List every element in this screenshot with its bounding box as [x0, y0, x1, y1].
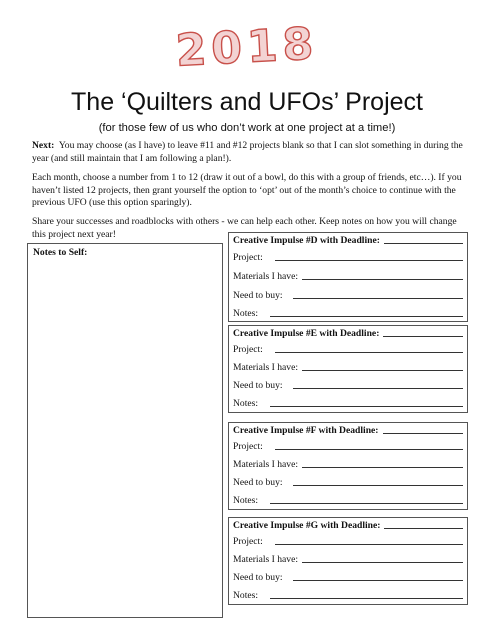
field-label: Materials I have: [233, 554, 298, 565]
field-label: Project: [233, 344, 263, 355]
field-line[interactable] [270, 308, 463, 317]
field-line[interactable] [302, 554, 463, 563]
impulse-heading: Creative Impulse #G with Deadline: [233, 520, 381, 531]
deadline-line[interactable] [383, 425, 464, 434]
field-label: Notes: [233, 398, 259, 409]
field-row-notes [233, 495, 463, 506]
field-line[interactable] [275, 536, 463, 545]
impulse-box-f [228, 422, 468, 510]
field-label: Notes: [233, 308, 259, 319]
field-label: Materials I have: [233, 271, 298, 282]
deadline-line[interactable] [384, 520, 463, 529]
page-subtitle: (for those few of us who don’t work at one project at a time!) [98, 122, 396, 134]
field-line[interactable] [275, 344, 463, 353]
impulse-heading-row [233, 425, 463, 436]
field-line[interactable] [275, 252, 463, 261]
field-label: Project: [233, 441, 263, 452]
field-label: Need to buy: [233, 477, 283, 488]
next-text: You may choose (as I have) to leave #11 and #12 projects blank so that I can slot something in during the year (and still maintain that I am following a plan!). [32, 140, 463, 164]
field-label: Project: [233, 536, 263, 547]
page-title: The ‘Quilters and UFOs’ Project [71, 88, 423, 116]
field-line[interactable] [293, 477, 463, 486]
impulse-heading: Creative Impulse #D with Deadline: [233, 235, 380, 246]
field-line[interactable] [275, 441, 463, 450]
field-line[interactable] [270, 495, 463, 504]
impulse-box-e [228, 325, 468, 413]
field-label: Materials I have: [233, 459, 298, 470]
month-paragraph: Each month, choose a number from 1 to 12 (draw it out of a bowl, do this with a group of friends, etc…). If you haven’t listed 12 projects, then grant yourself the option to ‘opt’ out of the month’s choice to continue with the previous UFO (use this option sparingly). [32, 172, 462, 209]
next-label: Next: [32, 140, 55, 151]
field-line[interactable] [302, 362, 463, 371]
field-label: Project: [233, 252, 263, 263]
notes-to-self-label: Notes to Self: [33, 247, 88, 258]
field-label: Notes: [233, 495, 259, 506]
deadline-line[interactable] [383, 328, 463, 337]
field-label: Materials I have: [233, 362, 298, 373]
field-row-notes [233, 398, 463, 409]
field-label: Notes: [233, 590, 259, 601]
share-paragraph: Share your successes and roadblocks with others - we can help each other. Keep notes on how you will change this project next year! [32, 216, 457, 240]
impulse-box-g [228, 517, 468, 605]
impulse-heading-row [233, 235, 463, 246]
field-row-need-to-buy [233, 572, 463, 583]
field-row-need-to-buy [233, 290, 463, 301]
deadline-line[interactable] [384, 235, 463, 244]
field-line[interactable] [293, 290, 463, 299]
field-line[interactable] [270, 590, 463, 599]
field-row-project [233, 344, 463, 355]
field-row-notes [233, 308, 463, 319]
field-row-materials [233, 271, 463, 282]
impulse-heading: Creative Impulse #F with Deadline: [233, 425, 379, 436]
impulse-heading-row [233, 520, 463, 531]
impulse-box-d [228, 232, 468, 322]
field-row-project [233, 536, 463, 547]
field-row-materials [233, 554, 463, 565]
field-line[interactable] [293, 572, 463, 581]
impulse-heading: Creative Impulse #E with Deadline: [233, 328, 380, 339]
field-label: Need to buy: [233, 380, 283, 391]
notes-to-self-box[interactable] [27, 243, 223, 618]
field-line[interactable] [302, 271, 463, 280]
field-line[interactable] [270, 398, 463, 407]
field-label: Need to buy: [233, 290, 283, 301]
field-row-materials [233, 362, 463, 373]
field-row-need-to-buy [233, 477, 463, 488]
field-line[interactable] [302, 459, 463, 468]
field-label: Need to buy: [233, 572, 283, 583]
field-row-project [233, 441, 463, 452]
field-row-project [233, 252, 463, 263]
field-row-materials [233, 459, 463, 470]
field-row-notes [233, 590, 463, 601]
year-heading: 2018 [174, 18, 320, 77]
next-paragraph [32, 140, 472, 165]
field-row-need-to-buy [233, 380, 463, 391]
impulse-heading-row [233, 328, 463, 339]
field-line[interactable] [293, 380, 463, 389]
